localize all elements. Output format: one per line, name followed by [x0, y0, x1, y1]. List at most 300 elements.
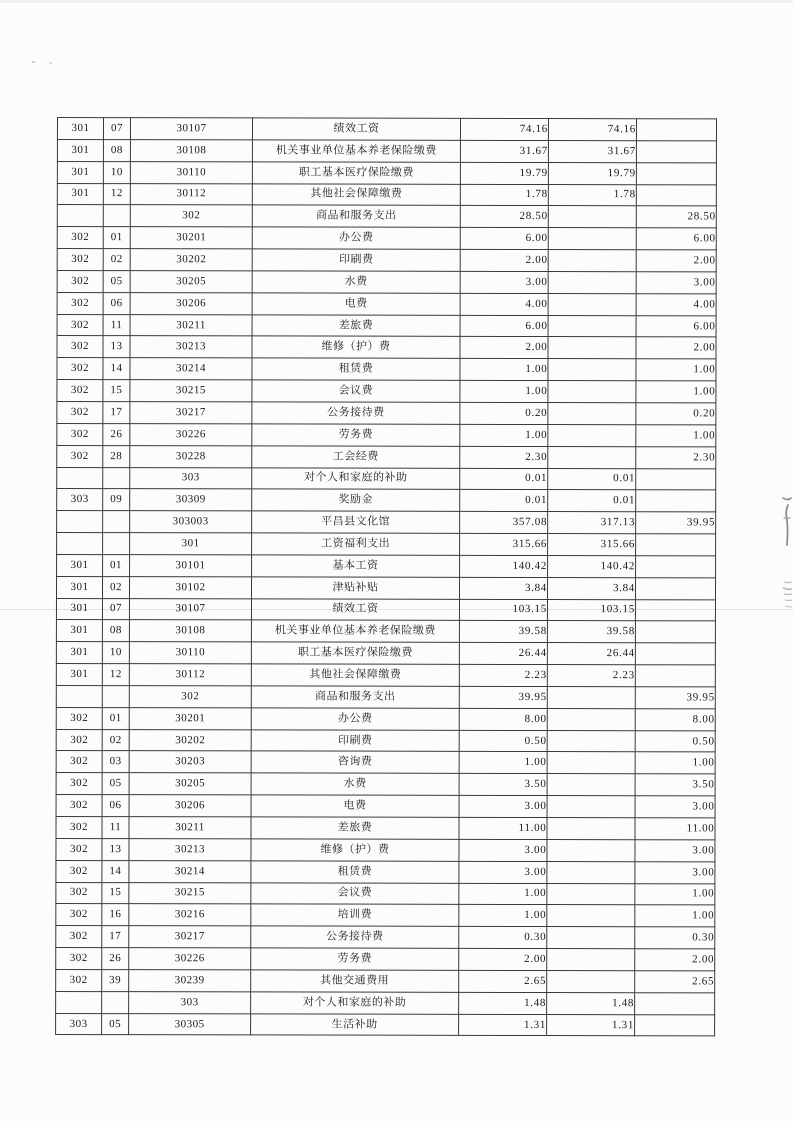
table-row: [57, 270, 716, 293]
code2-cell: 15: [102, 882, 129, 904]
code2-cell: 01: [103, 554, 130, 576]
table-row: [57, 205, 716, 228]
amount1-cell: 1.00: [460, 359, 548, 381]
amount3-cell: 0.20: [636, 403, 716, 425]
amount2-cell: 317.13: [548, 512, 636, 534]
subject-name-cell: 职工基本医疗保险缴费: [251, 642, 459, 664]
amount2-cell: [548, 359, 636, 381]
amount3-cell: [635, 621, 715, 643]
code1-cell: 301: [56, 598, 102, 620]
amount3-cell: 11.00: [635, 818, 715, 840]
amount3-cell: [636, 490, 716, 512]
amount3-cell: [635, 599, 715, 621]
code2-cell: 11: [103, 314, 130, 336]
code3-cell: 30226: [129, 948, 251, 970]
code2-cell: [102, 991, 129, 1013]
code3-cell: 302: [129, 686, 251, 708]
code1-cell: 302: [56, 860, 102, 882]
amount1-cell: 11.00: [459, 817, 547, 839]
table-row: [57, 358, 716, 381]
table-row: [56, 816, 715, 839]
subject-name-cell: 印刷费: [251, 730, 459, 752]
amount2-cell: [548, 337, 636, 359]
amount3-cell: 39.95: [636, 512, 716, 534]
amount2-cell: [547, 774, 635, 796]
code3-cell: 30108: [130, 139, 252, 161]
subject-name-cell: 津贴补贴: [251, 577, 459, 599]
amount1-cell: 1.00: [459, 883, 547, 905]
amount2-cell: [548, 446, 636, 468]
code3-cell: 30216: [129, 904, 251, 926]
amount1-cell: 3.00: [459, 795, 547, 817]
amount2-cell: 140.42: [548, 555, 636, 577]
amount2-cell: 74.16: [548, 119, 636, 141]
code1-cell: 301: [56, 620, 102, 642]
amount1-cell: 3.84: [459, 577, 547, 599]
code1-cell: 302: [56, 816, 102, 838]
subject-name-cell: 绩效工资: [252, 118, 460, 140]
amount2-cell: [547, 927, 635, 949]
amount3-cell: 1.00: [636, 425, 716, 447]
subject-name-cell: 维修（护）费: [252, 336, 460, 358]
amount3-cell: [636, 534, 716, 556]
amount1-cell: 31.67: [460, 140, 548, 162]
code3-cell: 30107: [130, 118, 252, 140]
code1-cell: 302: [57, 227, 103, 249]
scan-smudge: [778, 580, 793, 612]
code2-cell: 12: [102, 664, 129, 686]
scan-speck: [32, 61, 35, 63]
table-row: [57, 336, 716, 359]
amount2-cell: 3.84: [547, 577, 635, 599]
code3-cell: 30214: [129, 860, 251, 882]
code1-cell: 302: [57, 336, 103, 358]
amount1-cell: 0.01: [460, 490, 548, 512]
code2-cell: 16: [102, 904, 129, 926]
code2-cell: 08: [102, 620, 129, 642]
code3-cell: 30206: [130, 292, 252, 314]
amount3-cell: [636, 162, 716, 184]
amount2-cell: 315.66: [548, 534, 636, 556]
amount1-cell: 1.00: [459, 752, 547, 774]
subject-name-cell: 生活补助: [251, 1014, 459, 1036]
subject-name-cell: 职工基本医疗保险缴费: [252, 162, 460, 184]
amount1-cell: 140.42: [460, 555, 548, 577]
code1-cell: 301: [57, 554, 103, 576]
code3-cell: 302: [130, 205, 252, 227]
table-row: [56, 948, 715, 971]
code2-cell: [103, 533, 130, 555]
code1-cell: 302: [56, 904, 102, 926]
code2-cell: 10: [102, 642, 129, 664]
amount3-cell: 2.00: [636, 337, 716, 359]
amount3-cell: [636, 468, 716, 490]
amount1-cell: 4.00: [460, 293, 548, 315]
code3-cell: 30239: [129, 970, 251, 992]
amount3-cell: 28.50: [636, 206, 716, 228]
subject-name-cell: 差旅费: [252, 315, 460, 337]
amount3-cell: 1.00: [635, 905, 715, 927]
amount3-cell: 8.00: [635, 708, 715, 730]
subject-name-cell: 基本工资: [252, 555, 460, 577]
subject-name-cell: 劳务费: [251, 948, 459, 970]
table-row: [56, 904, 715, 927]
code1-cell: [56, 685, 102, 707]
amount1-cell: 2.23: [459, 664, 547, 686]
code1-cell: 302: [56, 729, 102, 751]
amount2-cell: [547, 905, 635, 927]
code1-cell: 301: [56, 642, 102, 664]
subject-name-cell: 培训费: [251, 904, 459, 926]
amount1-cell: 39.95: [459, 686, 547, 708]
amount1-cell: 2.00: [460, 249, 548, 271]
subject-name-cell: 水费: [252, 271, 460, 293]
amount2-cell: [548, 271, 636, 293]
amount3-cell: [635, 643, 715, 665]
subject-name-cell: 咨询费: [251, 751, 459, 773]
amount1-cell: 0.50: [459, 730, 547, 752]
code1-cell: 302: [57, 445, 103, 467]
table-row: [57, 139, 716, 162]
table-row: [57, 554, 716, 577]
table-row: [57, 161, 716, 184]
code2-cell: 03: [102, 751, 129, 773]
code1-cell: 302: [56, 969, 102, 991]
subject-name-cell: 机关事业单位基本养老保险缴费: [252, 140, 460, 162]
amount3-cell: 2.00: [636, 250, 716, 272]
amount3-cell: 1.00: [636, 381, 716, 403]
table-row: [57, 533, 716, 556]
code1-cell: 301: [57, 183, 103, 205]
amount1-cell: 6.00: [460, 228, 548, 250]
code3-cell: 303003: [130, 511, 252, 533]
amount1-cell: 0.20: [460, 402, 548, 424]
code2-cell: 06: [102, 795, 129, 817]
code2-cell: 39: [102, 970, 129, 992]
code1-cell: 302: [57, 249, 103, 271]
code1-cell: 302: [57, 423, 103, 445]
subject-name-cell: 工会经费: [252, 446, 460, 468]
amount1-cell: 103.15: [459, 599, 547, 621]
table-row: [57, 118, 716, 141]
code3-cell: 30205: [130, 271, 252, 293]
code2-cell: [103, 205, 130, 227]
amount3-cell: [636, 119, 716, 141]
amount3-cell: 2.65: [635, 971, 715, 993]
subject-name-cell: 机关事业单位基本养老保险缴费: [251, 620, 459, 642]
amount1-cell: 28.50: [460, 206, 548, 228]
amount1-cell: 3.00: [459, 861, 547, 883]
amount3-cell: 2.00: [635, 949, 715, 971]
amount1-cell: 1.78: [460, 184, 548, 206]
amount3-cell: 3.00: [635, 840, 715, 862]
amount2-cell: [547, 708, 635, 730]
subject-name-cell: 印刷费: [252, 249, 460, 271]
table-row: [57, 380, 716, 403]
code2-cell: 06: [103, 292, 130, 314]
subject-name-cell: 奖励金: [252, 489, 460, 511]
scan-edge-shadow: [0, 0, 793, 3]
code2-cell: 10: [103, 161, 130, 183]
code2-cell: 12: [103, 183, 130, 205]
table-row: [56, 642, 715, 665]
amount3-cell: 1.00: [636, 359, 716, 381]
code1-cell: 302: [56, 948, 102, 970]
amount2-cell: 39.58: [547, 621, 635, 643]
code3-cell: 303: [129, 991, 251, 1013]
amount2-cell: 0.01: [548, 490, 636, 512]
amount1-cell: 1.48: [459, 992, 547, 1014]
code2-cell: 02: [102, 576, 129, 598]
amount1-cell: 1.00: [459, 905, 547, 927]
code1-cell: 302: [57, 401, 103, 423]
code3-cell: 30110: [130, 161, 252, 183]
table-row: [56, 773, 715, 796]
code1-cell: 301: [57, 139, 103, 161]
code3-cell: 30215: [130, 380, 252, 402]
code2-cell: 17: [102, 926, 129, 948]
amount2-cell: [547, 730, 635, 752]
table-row: [56, 751, 715, 774]
code1-cell: 302: [56, 707, 102, 729]
table-row: [56, 620, 715, 643]
subject-name-cell: 公务接待费: [251, 926, 459, 948]
table-row: [57, 249, 716, 272]
amount1-cell: 2.65: [459, 970, 547, 992]
code2-cell: 01: [102, 707, 129, 729]
code1-cell: 302: [56, 773, 102, 795]
code3-cell: 30228: [130, 445, 252, 467]
subject-name-cell: 租赁费: [252, 358, 460, 380]
code2-cell: 11: [102, 817, 129, 839]
subject-name-cell: 商品和服务支出: [251, 686, 459, 708]
subject-name-cell: 工资福利支出: [252, 533, 460, 555]
amount2-cell: [547, 883, 635, 905]
subject-name-cell: 办公费: [251, 708, 459, 730]
amount2-cell: 19.79: [548, 162, 636, 184]
table-row: [56, 598, 715, 621]
code2-cell: [102, 686, 129, 708]
amount3-cell: 0.50: [635, 730, 715, 752]
table-row: [57, 183, 716, 206]
amount3-cell: [635, 577, 715, 599]
amount2-cell: 1.48: [547, 992, 635, 1014]
amount3-cell: [635, 1014, 715, 1036]
amount1-cell: 3.00: [459, 839, 547, 861]
amount2-cell: [547, 818, 635, 840]
code1-cell: [57, 511, 103, 533]
table-row: [56, 926, 715, 949]
amount2-cell: [548, 381, 636, 403]
amount2-cell: 1.31: [547, 1014, 635, 1036]
subject-name-cell: 商品和服务支出: [252, 205, 460, 227]
amount3-cell: [635, 992, 715, 1014]
amount1-cell: 2.00: [459, 948, 547, 970]
subject-name-cell: 维修（护）费: [251, 839, 459, 861]
code3-cell: 30107: [129, 598, 251, 620]
subject-name-cell: 电费: [252, 293, 460, 315]
subject-name-cell: 其他社会保障缴费: [251, 664, 459, 686]
amount3-cell: [635, 665, 715, 687]
code3-cell: 30213: [130, 336, 252, 358]
amount3-cell: 1.00: [635, 752, 715, 774]
amount2-cell: 31.67: [548, 140, 636, 162]
amount1-cell: 357.08: [460, 512, 548, 534]
amount1-cell: 26.44: [459, 643, 547, 665]
table-row: [57, 467, 716, 490]
subject-name-cell: 办公费: [252, 227, 460, 249]
table-row: [57, 423, 716, 446]
code2-cell: 02: [102, 729, 129, 751]
table-row: [57, 227, 716, 250]
code3-cell: 30112: [129, 664, 251, 686]
amount3-cell: 4.00: [636, 293, 716, 315]
code1-cell: 302: [57, 314, 103, 336]
table-row: [57, 511, 716, 534]
table-row: [56, 1013, 715, 1036]
subject-name-cell: 会议费: [252, 380, 460, 402]
amount3-cell: [636, 184, 716, 206]
code3-cell: 30305: [129, 1013, 251, 1035]
subject-name-cell: 公务接待费: [252, 402, 460, 424]
subject-name-cell: 对个人和家庭的补助: [251, 992, 459, 1014]
code3-cell: 30203: [129, 751, 251, 773]
amount3-cell: 2.30: [636, 446, 716, 468]
budget-table: [55, 117, 717, 1037]
subject-name-cell: 其他社会保障缴费: [252, 183, 460, 205]
amount2-cell: [548, 293, 636, 315]
code2-cell: 17: [103, 402, 130, 424]
table-row: [56, 882, 715, 905]
code2-cell: 14: [103, 358, 130, 380]
code3-cell: 30215: [129, 882, 251, 904]
amount1-cell: 3.00: [460, 271, 548, 293]
code1-cell: 302: [57, 358, 103, 380]
code1-cell: 302: [56, 882, 102, 904]
table-row: [57, 314, 716, 337]
code3-cell: 30205: [129, 773, 251, 795]
code3-cell: 30214: [130, 358, 252, 380]
amount2-cell: [548, 424, 636, 446]
code3-cell: 30108: [129, 620, 251, 642]
code3-cell: 30201: [129, 707, 251, 729]
subject-name-cell: 平昌县文化馆: [252, 511, 460, 533]
amount3-cell: 3.00: [636, 272, 716, 294]
amount3-cell: 3.00: [635, 861, 715, 883]
amount1-cell: 1.00: [460, 424, 548, 446]
code1-cell: [56, 991, 102, 1013]
code1-cell: 303: [56, 1013, 102, 1035]
code1-cell: 302: [56, 926, 102, 948]
amount2-cell: 103.15: [547, 599, 635, 621]
amount2-cell: [548, 315, 636, 337]
amount2-cell: [548, 250, 636, 272]
subject-name-cell: 差旅费: [251, 817, 459, 839]
code1-cell: 302: [57, 270, 103, 292]
code3-cell: 30217: [130, 402, 252, 424]
amount1-cell: 2.30: [460, 446, 548, 468]
code3-cell: 30101: [130, 555, 252, 577]
code2-cell: 09: [103, 489, 130, 511]
table-row: [57, 445, 716, 468]
table-row: [56, 685, 715, 708]
code1-cell: 301: [56, 664, 102, 686]
code2-cell: 26: [102, 948, 129, 970]
code3-cell: 303: [130, 467, 252, 489]
amount2-cell: 0.01: [548, 468, 636, 490]
amount2-cell: [547, 839, 635, 861]
amount2-cell: [548, 206, 636, 228]
table-body: [56, 118, 717, 1037]
amount1-cell: 8.00: [459, 708, 547, 730]
subject-name-cell: 对个人和家庭的补助: [252, 467, 460, 489]
code1-cell: 303: [57, 489, 103, 511]
amount3-cell: [636, 556, 716, 578]
amount2-cell: [548, 228, 636, 250]
code2-cell: 13: [102, 838, 129, 860]
table-row: [56, 664, 715, 687]
amount2-cell: [547, 861, 635, 883]
code2-cell: 05: [103, 271, 130, 293]
amount2-cell: 1.78: [548, 184, 636, 206]
subject-name-cell: 租赁费: [251, 861, 459, 883]
amount1-cell: 19.79: [460, 162, 548, 184]
table-row: [56, 860, 715, 883]
amount1-cell: 39.58: [459, 621, 547, 643]
amount3-cell: 0.30: [635, 927, 715, 949]
scan-pen-mark: [779, 496, 793, 548]
code2-cell: 07: [103, 118, 130, 140]
amount2-cell: 26.44: [547, 643, 635, 665]
code1-cell: 302: [56, 751, 102, 773]
amount1-cell: 3.50: [459, 774, 547, 796]
code3-cell: 30201: [130, 227, 252, 249]
code2-cell: 08: [103, 139, 130, 161]
code3-cell: 30213: [129, 838, 251, 860]
table-row: [56, 838, 715, 861]
amount2-cell: [547, 949, 635, 971]
code2-cell: 13: [103, 336, 130, 358]
code3-cell: 30202: [130, 249, 252, 271]
code3-cell: 30112: [130, 183, 252, 205]
code2-cell: 01: [103, 227, 130, 249]
amount2-cell: [547, 796, 635, 818]
code3-cell: 30211: [130, 314, 252, 336]
amount1-cell: 1.31: [459, 1014, 547, 1036]
code2-cell: [103, 467, 130, 489]
code1-cell: [57, 533, 103, 555]
code2-cell: 05: [102, 773, 129, 795]
amount2-cell: [547, 752, 635, 774]
code1-cell: 301: [57, 118, 103, 140]
amount1-cell: 2.00: [460, 337, 548, 359]
code2-cell: 26: [103, 423, 130, 445]
code1-cell: 302: [56, 838, 102, 860]
code3-cell: 30217: [129, 926, 251, 948]
scan-speck: [49, 62, 52, 64]
code1-cell: 301: [56, 576, 102, 598]
code2-cell: 15: [103, 380, 130, 402]
code2-cell: 05: [102, 1013, 129, 1035]
subject-name-cell: 电费: [251, 795, 459, 817]
amount3-cell: [636, 141, 716, 163]
code3-cell: 30110: [129, 642, 251, 664]
amount3-cell: 6.00: [636, 315, 716, 337]
code1-cell: 302: [56, 795, 102, 817]
code1-cell: 302: [57, 292, 103, 314]
amount3-cell: 39.95: [635, 687, 715, 709]
code3-cell: 30202: [129, 729, 251, 751]
